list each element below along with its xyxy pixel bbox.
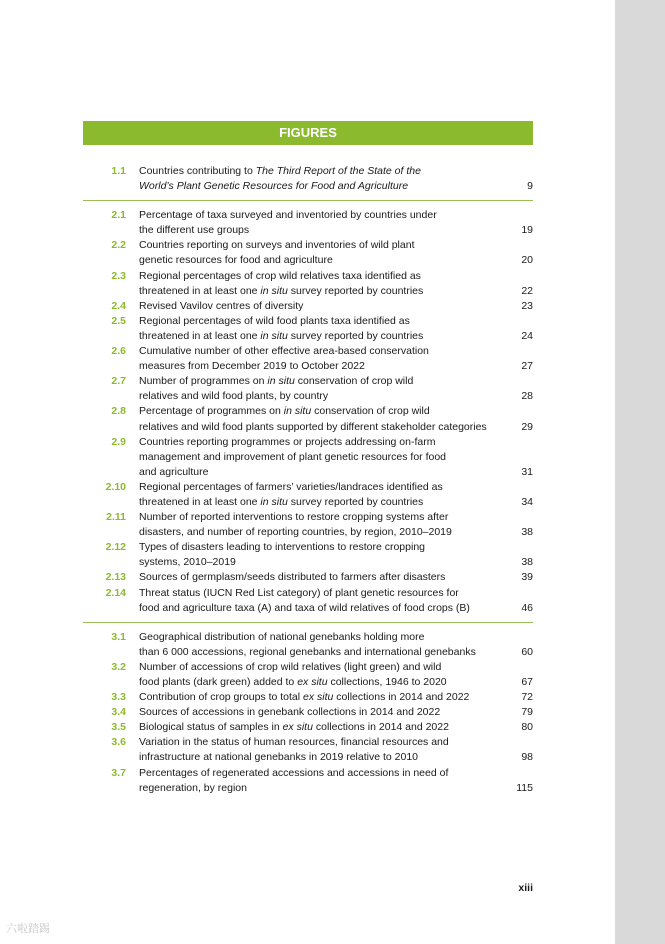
figure-entry[interactable] bbox=[83, 480, 533, 510]
figure-entry[interactable] bbox=[83, 404, 533, 434]
figure-title: Cumulative number of other effective area-based conservation measures from December 2019 to October 2022 bbox=[139, 345, 429, 373]
figure-title: Variation in the status of human resources, financial resources and infrastructure at national genebanks in 2019 relative to 2010 bbox=[139, 736, 449, 764]
figure-title: Number of accessions of crop wild relatives (light green) and wild food plants (dark green) added to ex situ collections, 1946 to 2020 bbox=[139, 660, 447, 688]
figure-number: 2.12 bbox=[105, 541, 126, 554]
figure-title: Regional percentages of crop wild relatives taxa identified as threatened in at least one in situ survey reported by countries bbox=[139, 269, 424, 297]
figure-page-number: 19 bbox=[521, 224, 533, 237]
figure-entry[interactable] bbox=[83, 660, 533, 690]
figure-title: Number of reported interventions to restore cropping systems after disasters, and number of reporting countries, by region, 2010–2019 bbox=[139, 511, 452, 539]
figure-page-number: 46 bbox=[521, 601, 533, 614]
figure-entry[interactable] bbox=[83, 435, 533, 480]
figure-number: 2.2 bbox=[111, 239, 126, 252]
figure-number: 2.9 bbox=[111, 435, 126, 448]
figure-page-number: 67 bbox=[521, 676, 533, 688]
figure-entry[interactable] bbox=[83, 164, 533, 194]
figures-header bbox=[83, 121, 533, 145]
figure-group bbox=[83, 160, 533, 194]
figure-title: Threat status (IUCN Red List category) of plant genetic resources for food and agriculture taxa (A) and taxa of wild relatives of food crops (B) bbox=[139, 586, 470, 614]
figure-page-number: 98 bbox=[521, 751, 533, 764]
page-edge-strip bbox=[615, 0, 665, 944]
figure-number: 2.7 bbox=[111, 375, 126, 388]
figure-number: 3.3 bbox=[111, 691, 126, 704]
figure-entry[interactable] bbox=[83, 344, 533, 374]
figure-number: 3.2 bbox=[111, 660, 126, 673]
figure-page-number: 115 bbox=[516, 781, 533, 794]
figure-number: 2.13 bbox=[105, 571, 126, 584]
figure-page-number: 79 bbox=[521, 706, 533, 719]
figure-entry[interactable] bbox=[83, 208, 533, 238]
figure-page-number: 39 bbox=[521, 571, 533, 584]
figure-title: Sources of accessions in genebank collections in 2014 and 2022 bbox=[139, 706, 441, 719]
figure-entry[interactable] bbox=[83, 586, 533, 616]
figure-page-number: 31 bbox=[521, 465, 533, 478]
figure-page-number: 60 bbox=[521, 645, 533, 658]
page-number: xiii bbox=[518, 882, 533, 894]
figure-entry[interactable] bbox=[83, 269, 533, 299]
figure-number: 3.7 bbox=[111, 766, 126, 779]
figure-title: Biological status of samples in ex situ collections in 2014 and 2022 bbox=[139, 721, 449, 734]
figure-page-number: 38 bbox=[521, 526, 533, 539]
figure-entry[interactable] bbox=[83, 570, 533, 585]
figure-entry[interactable] bbox=[83, 540, 533, 570]
figure-page-number: 38 bbox=[521, 556, 533, 569]
figure-entry[interactable] bbox=[83, 510, 533, 540]
figure-number: 2.5 bbox=[111, 314, 126, 327]
figure-title: Number of programmes on in situ conservation of crop wild relatives and wild food plants, by country bbox=[139, 375, 414, 403]
figure-page-number: 20 bbox=[521, 254, 533, 267]
figure-number: 3.4 bbox=[111, 706, 126, 719]
figure-title: Revised Vavilov centres of diversity bbox=[139, 299, 304, 312]
figure-title: Percentage of taxa surveyed and inventoried by countries under the different use groups bbox=[139, 209, 437, 237]
figure-number: 2.1 bbox=[111, 209, 126, 222]
figure-group bbox=[83, 200, 533, 616]
figure-entry[interactable] bbox=[83, 766, 533, 796]
figure-number: 2.8 bbox=[111, 405, 126, 418]
figure-page-number: 80 bbox=[521, 721, 533, 734]
figure-title: Percentage of programmes on in situ conservation of crop wild relatives and wild food plants supported by different stakeholder categories bbox=[139, 405, 487, 433]
figure-title: Geographical distribution of national genebanks holding more than 6 000 accessions, regional genebanks and international genebanks bbox=[139, 630, 476, 658]
figure-entry[interactable] bbox=[83, 299, 533, 314]
watermark: 六啦踏踢 bbox=[6, 923, 50, 935]
figure-entry[interactable] bbox=[83, 705, 533, 720]
figure-number: 2.6 bbox=[111, 345, 126, 358]
figure-page-number: 72 bbox=[521, 691, 533, 704]
figure-page-number: 29 bbox=[521, 420, 533, 433]
figures-list bbox=[83, 160, 533, 796]
figure-title: Contribution of crop groups to total ex situ collections in 2014 and 2022 bbox=[139, 691, 470, 704]
figure-number: 3.6 bbox=[111, 736, 126, 749]
figure-number: 1.1 bbox=[111, 165, 126, 177]
figure-title: Regional percentages of wild food plants taxa identified as threatened in at least one in situ survey reported by countries bbox=[139, 314, 424, 342]
figure-number: 2.10 bbox=[105, 480, 126, 493]
figure-title: Types of disasters leading to interventions to restore cropping systems, 2010–2019 bbox=[139, 541, 425, 569]
figure-page-number: 28 bbox=[521, 390, 533, 403]
figure-number: 2.14 bbox=[105, 586, 126, 599]
figure-entry[interactable] bbox=[83, 630, 533, 660]
figure-number: 3.5 bbox=[111, 721, 126, 734]
figure-number: 3.1 bbox=[111, 630, 126, 643]
figures-title: FIGURES bbox=[279, 125, 337, 140]
figure-title: Countries contributing to The Third Report of the State of the World’s Plant Genetic Resources for Food and Agriculture bbox=[139, 165, 421, 193]
figure-entry[interactable] bbox=[83, 374, 533, 404]
figure-entry[interactable] bbox=[83, 735, 533, 765]
figure-page-number: 27 bbox=[521, 360, 533, 373]
figure-number: 2.4 bbox=[111, 299, 126, 312]
figure-entry[interactable] bbox=[83, 720, 533, 735]
figure-title: Percentages of regenerated accessions and accessions in need of regeneration, by region bbox=[139, 766, 449, 794]
figure-title: Regional percentages of farmers’ varieties/landraces identified as threatened in at least one in situ survey reported by countries bbox=[139, 480, 443, 508]
figure-page-number: 23 bbox=[521, 299, 533, 312]
figure-number: 2.3 bbox=[111, 269, 126, 282]
figure-entry[interactable] bbox=[83, 314, 533, 344]
figure-group bbox=[83, 622, 533, 796]
figure-entry[interactable] bbox=[83, 690, 533, 705]
figure-page-number: 9 bbox=[527, 180, 533, 193]
figure-title: Countries reporting on surveys and inventories of wild plant genetic resources for food and agriculture bbox=[139, 239, 415, 267]
figure-page-number: 24 bbox=[521, 329, 533, 342]
figure-number: 2.11 bbox=[106, 511, 126, 524]
figure-entry[interactable] bbox=[83, 238, 533, 268]
figure-title: Countries reporting programmes or projects addressing on-farm management and improvement of plant genetic resources for food and agriculture bbox=[139, 435, 447, 478]
figure-title: Sources of germplasm/seeds distributed to farmers after disasters bbox=[139, 571, 446, 584]
figure-page-number: 34 bbox=[521, 495, 533, 508]
figure-page-number: 22 bbox=[521, 284, 533, 297]
